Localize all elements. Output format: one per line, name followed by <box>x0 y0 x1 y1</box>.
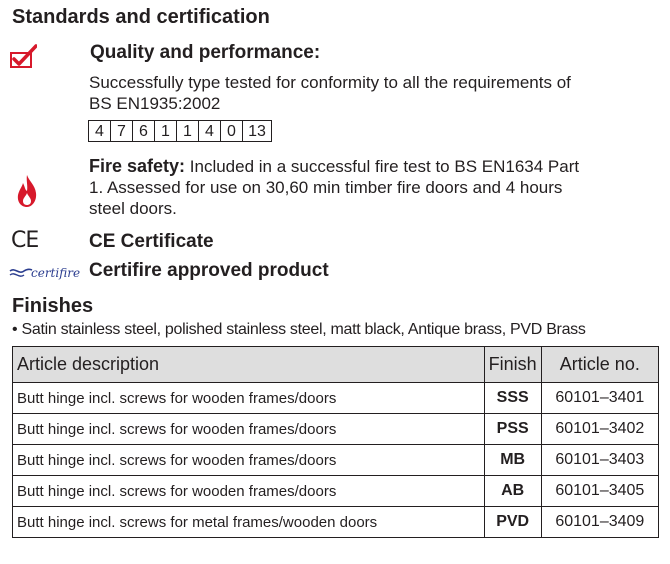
table-row <box>13 476 659 507</box>
code-digit: 7 <box>110 120 133 142</box>
quality-text-line1: Successfully type tested for conformity to all the requirements of <box>89 73 571 92</box>
code-digit: 6 <box>132 120 155 142</box>
cell-description: Butt hinge incl. screws for metal frames/wooden doors <box>13 507 485 538</box>
cell-article-no: 60101–3403 <box>541 445 658 476</box>
table-header-row <box>13 347 659 383</box>
table-row <box>13 445 659 476</box>
certification-code <box>88 120 271 142</box>
fire-safety-line2: 1. Assessed for use on 30,60 min timber fire doors and 4 hours <box>89 178 563 197</box>
code-digit: 0 <box>220 120 243 142</box>
finishes-list-text: Satin stainless steel, polished stainless steel, matt black, Antique brass, PVD Brass <box>21 321 586 338</box>
cell-description: Butt hinge incl. screws for wooden frames/doors <box>13 383 485 414</box>
code-digit: 1 <box>154 120 177 142</box>
fire-safety-line1: Included in a successful fire test to BS EN1634 Part <box>185 157 580 176</box>
code-digit: 1 <box>176 120 199 142</box>
cell-description: Butt hinge incl. screws for wooden frames/doors <box>13 445 485 476</box>
checkmark-icon <box>10 44 37 68</box>
cell-article-no: 60101–3405 <box>541 476 658 507</box>
cell-description: Butt hinge incl. screws for wooden frames/doors <box>13 414 485 445</box>
finishes-heading: Finishes <box>12 295 94 317</box>
quality-text <box>89 72 664 114</box>
cell-article-no: 60101–3409 <box>541 507 658 538</box>
fire-safety-text <box>89 156 664 219</box>
column-header-article-no: Article no. <box>541 347 658 383</box>
fire-safety-line3: steel doors. <box>89 199 177 218</box>
cell-finish: PSS <box>484 414 541 445</box>
cell-finish: SSS <box>484 383 541 414</box>
quality-text-line2: BS EN1935:2002 <box>89 94 221 113</box>
table-row <box>13 383 659 414</box>
standards-heading: Standards and certification <box>12 6 270 28</box>
cell-article-no: 60101–3402 <box>541 414 658 445</box>
certifire-logo-text: certifire <box>31 266 81 280</box>
ce-mark-icon: CE <box>11 228 39 253</box>
cell-article-no: 60101–3401 <box>541 383 658 414</box>
code-digit: 4 <box>88 120 111 142</box>
cell-finish: AB <box>484 476 541 507</box>
cell-description: Butt hinge incl. screws for wooden frames/doors <box>13 476 485 507</box>
column-header-description: Article description <box>13 347 485 383</box>
table-row <box>13 414 659 445</box>
certifire-title: Certifire approved product <box>89 260 329 281</box>
bullet: • <box>12 321 18 338</box>
quality-title: Quality and performance: <box>90 42 321 63</box>
flame-icon <box>16 174 38 208</box>
code-digit: 4 <box>198 120 221 142</box>
article-table <box>12 346 659 538</box>
column-header-finish: Finish <box>484 347 541 383</box>
cell-finish: MB <box>484 445 541 476</box>
finishes-list <box>12 321 586 339</box>
fire-safety-title: Fire safety: <box>89 156 186 176</box>
ce-certificate-title: CE Certificate <box>89 231 214 252</box>
certifire-logo-icon <box>9 262 87 286</box>
code-digit: 13 <box>242 120 272 142</box>
table-row <box>13 507 659 538</box>
cell-finish: PVD <box>484 507 541 538</box>
